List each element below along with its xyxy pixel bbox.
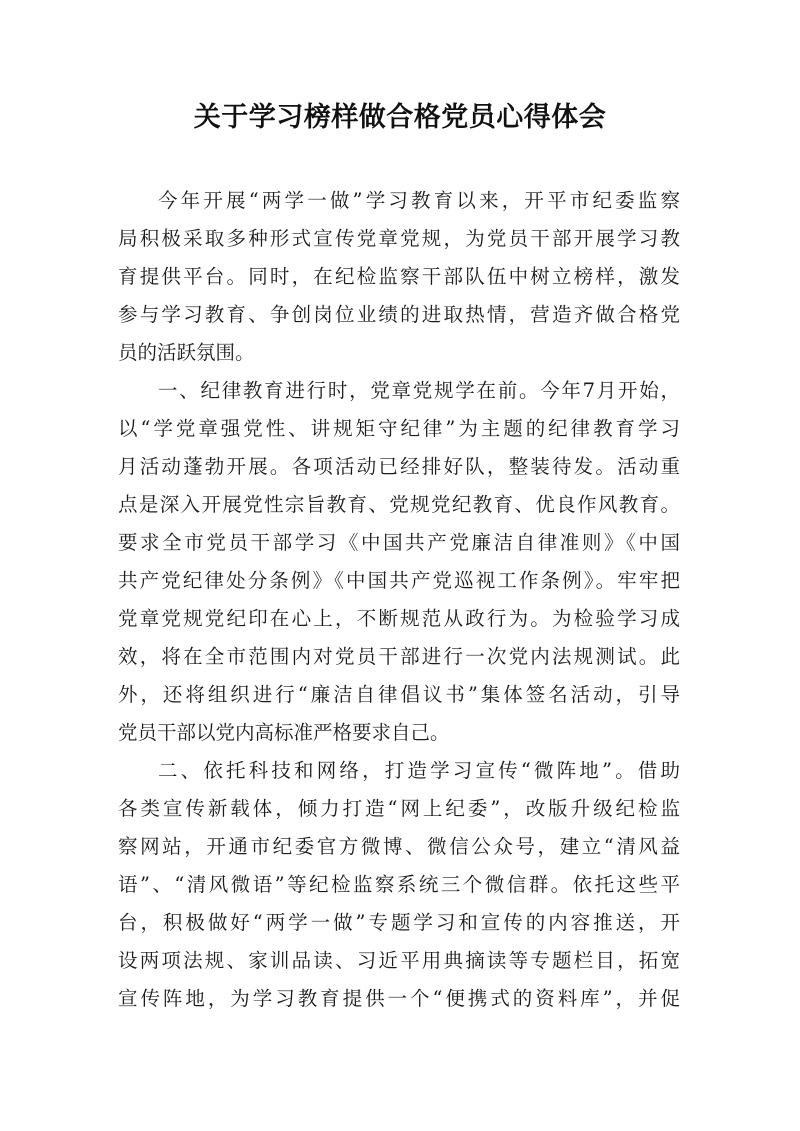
paragraph-line: 一、纪律教育进行时，党章党规学在前。今年7月开始， (158, 379, 680, 402)
paragraph-line: 效，将在全市范围内对党员干部进行一次党内法规测试。此 (118, 645, 680, 668)
paragraph-line: 共产党纪律处分条例》《中国共产党巡视工作条例》。牢牢把 (118, 569, 680, 592)
paragraph-line: 语”、“清风微语”等纪检监察系统三个微信群。依托这些平 (118, 873, 680, 896)
paragraph-line: 外，还将组织进行“廉洁自律倡议书”集体签名活动，引导 (118, 683, 680, 706)
paragraph-line: 二、依托科技和网络，打造学习宣传“微阵地”。借助 (158, 759, 680, 782)
document-title: 关于学习榜样做合格党员心得体会 (193, 102, 607, 133)
paragraph-line: 宣传阵地，为学习教育提供一个“便携式的资料库”，并促 (118, 987, 680, 1010)
paragraph-line: 台，积极做好“两学一做”专题学习和宣传的内容推送，开 (118, 911, 680, 934)
paragraph-line: 员的活跃氛围。 (118, 341, 255, 364)
paragraph-line: 党章党规党纪印在心上，不断规范从政行为。为检验学习成 (118, 607, 680, 630)
paragraph-line: 参与学习教育、争创岗位业绩的进取热情，营造齐做合格党 (118, 303, 680, 326)
paragraph-line: 以“学党章强党性、讲规矩守纪律”为主题的纪律教育学习 (118, 417, 680, 440)
paragraph-line: 各类宣传新载体，倾力打造“网上纪委”，改版升级纪检监 (118, 797, 680, 820)
paragraph-line: 育提供平台。同时，在纪检监察干部队伍中树立榜样，激发 (118, 265, 680, 288)
paragraph-line: 局积极采取多种形式宣传党章党规，为党员干部开展学习教 (118, 227, 680, 250)
paragraph-line: 月活动蓬勃开展。各项活动已经排好队，整装待发。活动重 (118, 455, 680, 478)
paragraph-line: 今年开展“两学一做”学习教育以来，开平市纪委监察 (158, 189, 680, 212)
paragraph-line: 设两项法规、家训品读、习近平用典摘读等专题栏目，拓宽 (118, 949, 680, 972)
paragraph-line: 察网站，开通市纪委官方微博、微信公众号，建立“清风益 (118, 835, 680, 858)
paragraph-line: 要求全市党员干部学习《中国共产党廉洁自律准则》《中国 (118, 531, 680, 554)
paragraph-line: 点是深入开展党性宗旨教育、党规党纪教育、优良作风教育。 (118, 493, 680, 516)
paragraph-line: 党员干部以党内高标准严格要求自己。 (118, 721, 450, 744)
